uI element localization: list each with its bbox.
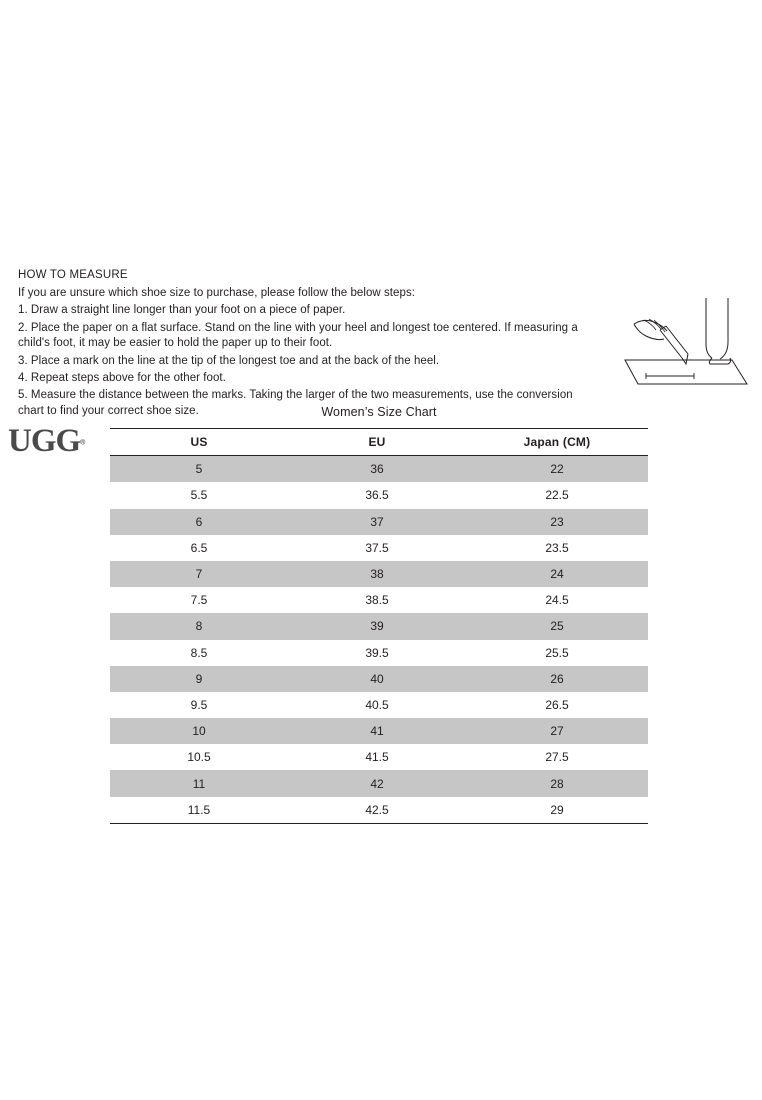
table-cell: 38.5 <box>365 593 389 608</box>
table-row <box>110 509 648 535</box>
table-cell: 9.5 <box>190 697 208 712</box>
table-cell: 39 <box>288 613 466 639</box>
table-cell: 10.5 <box>187 750 211 765</box>
table-cell: 10 <box>110 718 288 744</box>
table-cell: 9 <box>110 666 288 692</box>
table-row <box>110 587 648 613</box>
table-body <box>110 456 648 824</box>
table-row <box>110 456 648 483</box>
table-cell: 40.5 <box>365 697 389 712</box>
table-row <box>110 797 648 824</box>
column-header-us: US <box>190 435 208 450</box>
table-cell: 22.5 <box>545 488 569 503</box>
column-header-eu: EU <box>368 435 386 450</box>
table-row <box>110 482 648 508</box>
table-cell: 5 <box>110 456 288 483</box>
table-row <box>110 692 648 718</box>
womens-size-chart-table <box>110 428 648 824</box>
table-cell: 24.5 <box>545 593 569 608</box>
table-cell: 23 <box>466 509 648 535</box>
table-row <box>110 535 648 561</box>
table-row <box>110 718 648 744</box>
table-header-row <box>110 429 648 456</box>
table-cell: 40 <box>288 666 466 692</box>
how-to-measure-step-5: 5. Measure the distance between the marks. Taking the larger of the two measurements, use the conversion chart to find your correct shoe size. <box>18 389 573 417</box>
table-cell: 38 <box>288 561 466 587</box>
table-row <box>110 744 648 770</box>
table-cell: 11.5 <box>110 797 288 824</box>
table-cell: 6 <box>110 509 288 535</box>
table-row <box>110 613 648 639</box>
table-cell: 27 <box>466 718 648 744</box>
table-cell: 23.5 <box>545 540 569 555</box>
ugg-logo-text: UGG <box>8 423 81 459</box>
table-row <box>110 561 648 587</box>
table-cell: 5.5 <box>190 488 208 503</box>
ugg-logo <box>8 424 104 458</box>
table-cell: 11 <box>110 770 288 796</box>
how-to-measure-step-3: 3. Place a mark on the line at the tip of the longest toe and at the back of the heel. <box>18 354 440 367</box>
ugg-logo-trademark: ® <box>80 439 86 447</box>
table-cell: 22 <box>466 456 648 483</box>
table-cell: 8 <box>110 613 288 639</box>
table-row <box>110 770 648 796</box>
table-row <box>110 640 648 666</box>
table-cell: 37.5 <box>365 540 389 555</box>
table-cell: 42.5 <box>288 797 466 824</box>
table-cell: 42 <box>288 770 466 796</box>
how-to-measure-step-2: 2. Place the paper on a flat surface. Stand on the line with your heel and longest toe centered. If measuring a child's foot, it may be easier to hold the paper up to their foot. <box>18 321 578 350</box>
table-cell: 7.5 <box>190 593 208 608</box>
table-cell: 29 <box>466 797 648 824</box>
how-to-measure-intro: If you are unsure which shoe size to purchase, please follow the below steps: <box>18 287 415 299</box>
table-cell: 39.5 <box>365 645 389 660</box>
table-cell: 24 <box>466 561 648 587</box>
table-cell: 36 <box>288 456 466 483</box>
table-cell: 41 <box>288 718 466 744</box>
table-cell: 27.5 <box>545 750 569 765</box>
table-cell: 26 <box>466 666 648 692</box>
size-chart-title: Women’s Size Chart <box>321 405 437 419</box>
table-cell: 26.5 <box>545 697 569 712</box>
how-to-measure-step-4: 4. Repeat steps above for the other foot. <box>18 372 226 385</box>
table-cell: 6.5 <box>190 540 208 555</box>
table-cell: 25 <box>466 613 648 639</box>
table-cell: 41.5 <box>365 750 389 765</box>
table-cell: 28 <box>466 770 648 796</box>
table-row <box>110 666 648 692</box>
table-cell: 7 <box>110 561 288 587</box>
table-cell: 37 <box>288 509 466 535</box>
table-cell: 25.5 <box>545 645 569 660</box>
foot-measuring-illustration-icon <box>620 296 754 392</box>
table-cell: 36.5 <box>365 488 389 503</box>
how-to-measure-section <box>18 268 598 421</box>
column-header-japan-cm: Japan (CM) <box>523 435 591 450</box>
how-to-measure-title: HOW TO MEASURE <box>18 269 128 281</box>
table-header <box>110 429 648 456</box>
how-to-measure-step-1: 1. Draw a straight line longer than your foot on a piece of paper. <box>18 304 346 317</box>
table-cell: 8.5 <box>190 645 208 660</box>
